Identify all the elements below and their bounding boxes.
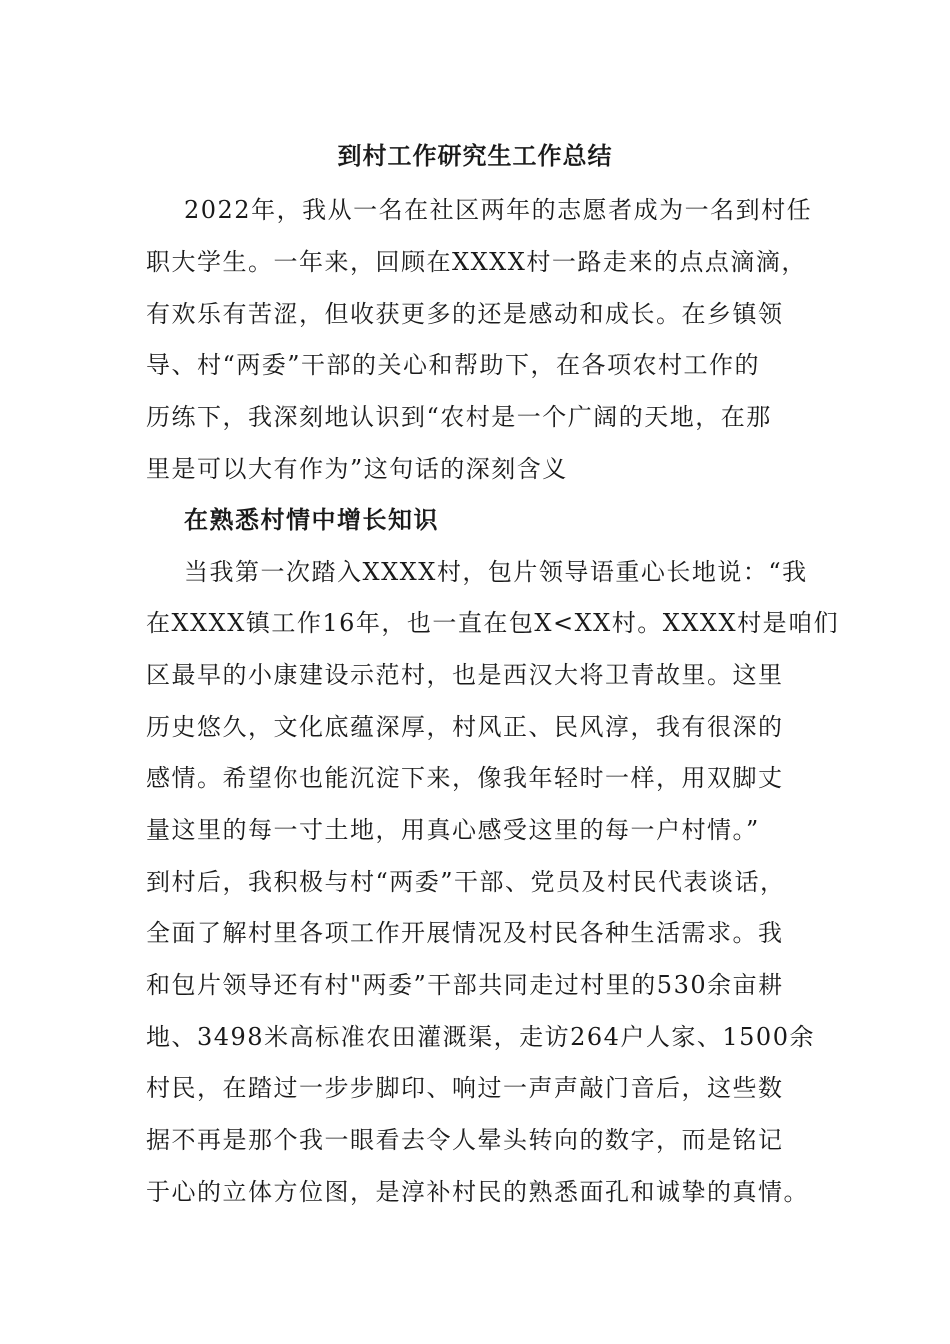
intro-line-6: 里是可以大有作为”这句话的深刻含义	[146, 455, 568, 483]
body-line-5: 感情。希望你也能沉淀下来，像我年轻时一样，用双脚丈	[146, 764, 784, 792]
intro-line-3: 有欢乐有苦涩，但收获更多的还是感动和成长。在乡镇领	[146, 300, 784, 328]
body-line-7: 到村后，我积极与村“两委”干部、党员及村民代表谈话，	[146, 868, 786, 896]
body-line-11: 村民，在踏过一步步脚印、响过一声声敲门音后，这些数	[146, 1074, 784, 1102]
intro-line-2: 职大学生。一年来，回顾在XXXX村一路走来的点点滴滴，	[146, 248, 807, 276]
body-line-9: 和包片领导还有村"两委”干部共同走过村里的530余亩耕	[146, 971, 784, 999]
body-line-3: 区最早的小康建设示范村，也是西汉大将卫青故里。这里	[146, 661, 784, 689]
body-line-8: 全面了解村里各项工作开展情况及村民各种生活需求。我	[146, 919, 784, 947]
body-line-10: 地、3498米高标准农田灌溉渠，走访264户人家、1500余	[146, 1023, 815, 1051]
intro-line-1: 2022年，我从一名在社区两年的志愿者成为一名到村任	[184, 196, 813, 224]
body-line-13: 于心的立体方位图，是淳补村民的熟悉面孔和诚挚的真情。	[146, 1178, 809, 1206]
body-line-4: 历史悠久，文化底蕴深厚，村风正、民风淳，我有很深的	[146, 713, 784, 741]
body-line-12: 据不再是那个我一眼看去令人晕头转向的数字，而是铭记	[146, 1126, 784, 1154]
section-heading: 在熟悉村情中增长知识	[184, 505, 439, 534]
intro-line-5: 历练下，我深刻地认识到“农村是一个广阔的天地，在那	[146, 403, 772, 431]
body-line-2: 在XXXX镇工作16年，也一直在包X<XX村。XXXX村是咱们	[146, 609, 840, 637]
body-line-1: 当我第一次踏入XXXX村，包片领导语重心长地说：“我	[184, 558, 808, 586]
intro-line-4: 导、村“两委”干部的关心和帮助下，在各项农村工作的	[146, 351, 761, 379]
document-title: 到村工作研究生工作总结	[337, 141, 613, 170]
body-line-6: 量这里的每一寸土地，用真心感受这里的每一户村情。”	[146, 816, 760, 844]
